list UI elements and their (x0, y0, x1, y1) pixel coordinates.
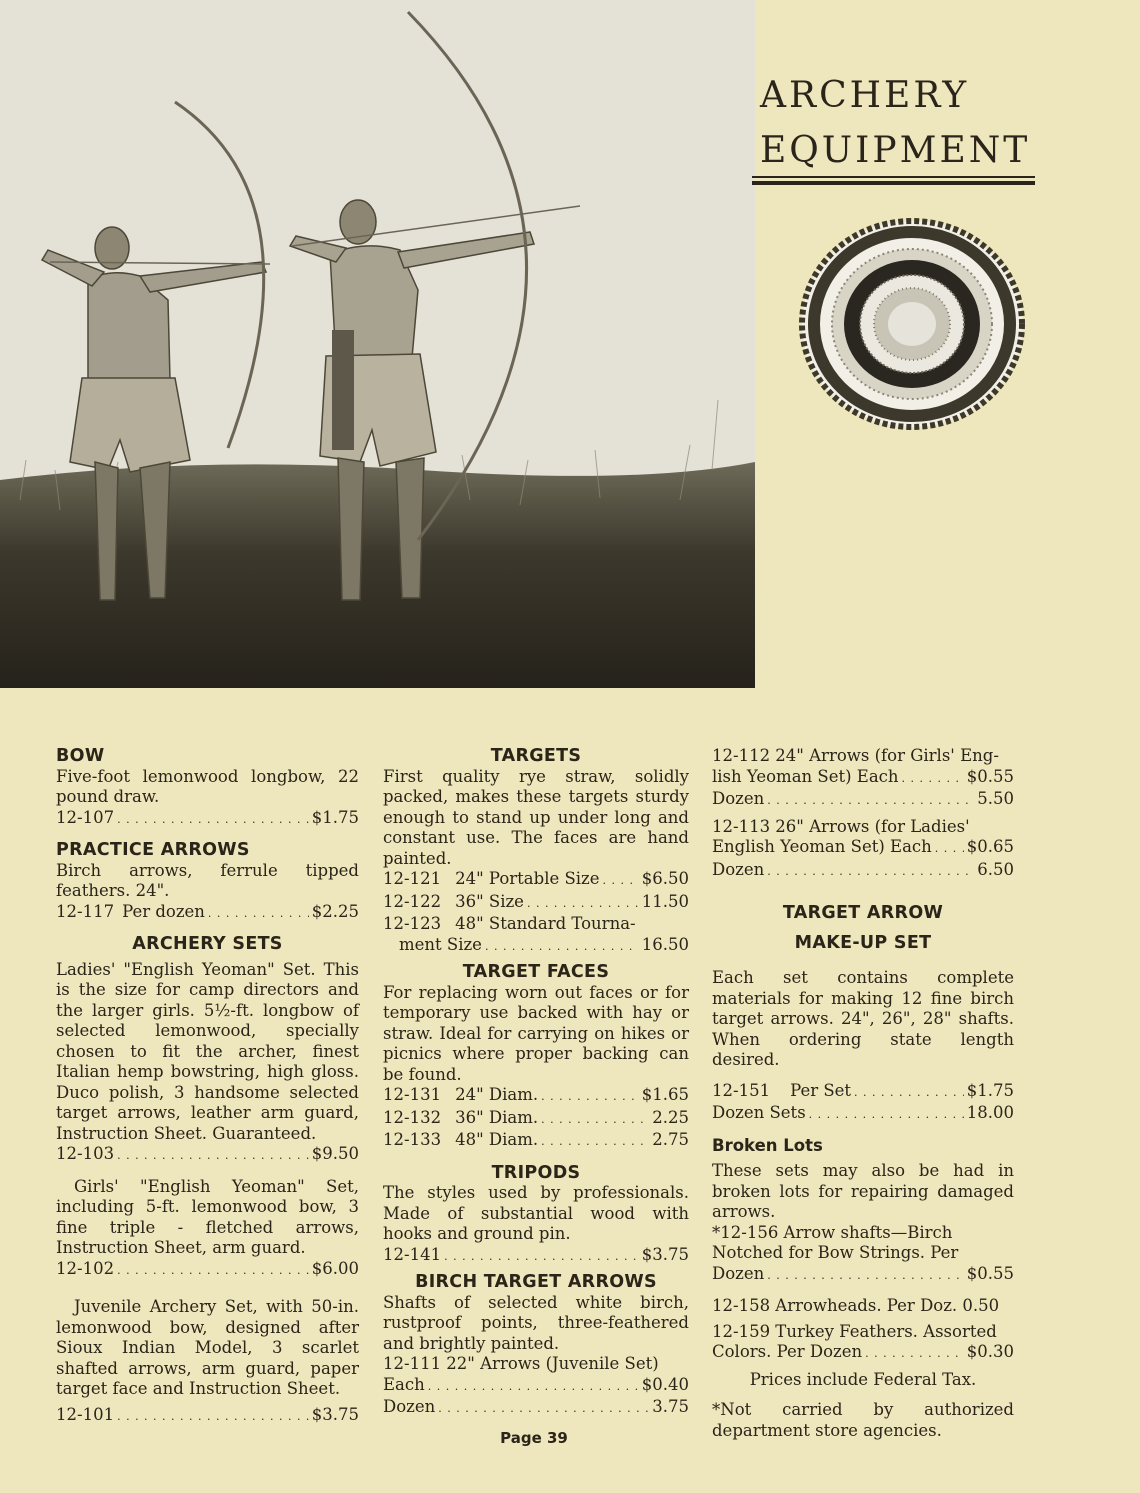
target-price: $6.50 (641, 869, 689, 888)
makeup-set-price: 18.00 (966, 1103, 1014, 1122)
target-face-code: 12-133 (383, 1130, 442, 1149)
target-face-label: 36" Diam. (455, 1107, 539, 1127)
target-label: ment Size (399, 934, 482, 954)
girls-set-description: Girls' "English Yeoman" Set, including 5-ft. lemonwood bow, 3 fine triple - fletched arrows, Instruction Sheet, arm guard. (56, 1176, 359, 1257)
target-label: 36" Size (455, 891, 524, 911)
birch-arrows-item-title: 12-111 22" Arrows (Juvenile Set) (383, 1354, 659, 1373)
leader-dots (865, 1342, 964, 1365)
ladies-set-price: $9.50 (311, 1144, 359, 1163)
arrows-112-dozen-row (712, 789, 1014, 812)
tripod-code: 12-141 (383, 1244, 442, 1264)
item-156-line-2: Notched for Bow Strings. Per (712, 1243, 959, 1262)
leader-dots (541, 1108, 649, 1131)
leader-dots (527, 892, 639, 915)
target-row (383, 892, 689, 915)
archers-photo (0, 0, 755, 688)
arrows-112-each-row (712, 767, 1014, 790)
leader-dots (485, 935, 639, 958)
target-code: 12-123 (383, 914, 442, 933)
item-156-dozen-row (712, 1264, 1014, 1287)
target-price: 11.50 (641, 891, 689, 911)
arrows-113-dozen-price: 6.50 (977, 859, 1014, 879)
title-line-2: EQUIPMENT (760, 130, 1031, 171)
target-row (383, 869, 689, 892)
leader-dots (902, 767, 964, 790)
item-156-line-1: *12-156 Arrow shafts—Birch (712, 1222, 953, 1242)
arrows-113-line-2: English Yeoman Set) Each (712, 837, 932, 856)
arrows-113-each-row (712, 837, 1014, 860)
target-face-price: 2.75 (652, 1130, 689, 1149)
juvenile-set-code: 12-101 (56, 1404, 115, 1424)
broken-lots-heading: Broken Lots (712, 1135, 823, 1155)
tax-note: Prices include Federal Tax. (749, 1369, 977, 1389)
item-159-price: $0.30 (966, 1342, 1014, 1361)
target-code: 12-121 (383, 869, 442, 888)
leader-dots (438, 1397, 649, 1420)
broken-lots-description: These sets may also be had in broken lots for repairing damaged arrows. (712, 1161, 1014, 1221)
makeup-set-description: Each set contains complete materials for making 12 fine birch target arrows. 24", 26", 28" shafts. When ordering state length desired. (712, 968, 1014, 1069)
target-faces-heading: TARGET FACES (462, 962, 610, 982)
girls-set-price-row (56, 1259, 359, 1282)
item-159-line-1: 12-159 Turkey Feathers. Assorted (712, 1321, 997, 1341)
target-face-label: 48" Diam. (455, 1130, 539, 1149)
leader-dots (117, 1144, 309, 1167)
makeup-set-row (712, 1103, 1014, 1126)
leader-dots (208, 902, 309, 925)
leader-dots (854, 1081, 964, 1104)
column-3 (712, 746, 1014, 1441)
leader-dots (809, 1103, 964, 1126)
birch-arrows-each-label: Each (383, 1374, 425, 1394)
girls-set-price: $6.00 (311, 1258, 359, 1278)
ladies-set-description: Ladies' "English Yeoman" Set. This is the size for camp directors and the larger girls. 5½-ft. longbow of selected lemonwood, specially chosen to fit the archer, finest Italian hemp bowstring, high gloss. Duco polish, 3 handsome selected target arrows, leather arm guard, Instruction Sheet. Guaranteed. (56, 959, 359, 1143)
item-159-line-2: Colors. Per Dozen (712, 1342, 863, 1361)
juvenile-set-price-row (56, 1405, 359, 1428)
bow-price: $1.75 (311, 807, 359, 827)
leader-dots (767, 860, 974, 883)
practice-arrows-code: 12-117 (56, 901, 115, 921)
leader-dots (767, 789, 974, 812)
target-face-label: 24" Diam. (455, 1085, 539, 1104)
arrows-112-line-1: 12-112 24" Arrows (for Girls' Eng- (712, 746, 999, 765)
birch-arrows-each-row (383, 1375, 689, 1398)
title-line-1: ARCHERY (760, 75, 970, 116)
leader-dots (603, 869, 639, 892)
practice-arrows-heading: PRACTICE ARROWS (56, 840, 250, 860)
arrows-112-dozen-label: Dozen (712, 789, 765, 808)
arrows-113-each-price: $0.65 (966, 837, 1014, 856)
leader-dots (767, 1264, 964, 1287)
targets-heading: TARGETS (490, 746, 582, 766)
title-rule (752, 176, 1035, 185)
makeup-set-heading-1: TARGET ARROW (782, 903, 944, 923)
makeup-set-code: 12-151 (712, 1080, 771, 1100)
makeup-set-price: $1.75 (966, 1080, 1014, 1100)
archery-sets-heading: ARCHERY SETS (132, 934, 283, 954)
tripods-description: The styles used by professionals. Made of substantial wood with hooks and ground pin. (383, 1183, 689, 1243)
target-face-row (383, 1108, 689, 1131)
tripod-price: $3.75 (641, 1244, 689, 1264)
practice-arrows-label: Per dozen (122, 901, 205, 921)
target-face-row (383, 1085, 689, 1108)
leader-dots (935, 837, 964, 860)
makeup-set-heading-2: MAKE-UP SET (794, 933, 932, 953)
makeup-set-label: Dozen Sets (712, 1103, 806, 1122)
target-price: 16.50 (641, 934, 689, 954)
leader-dots (541, 1130, 649, 1153)
target-label: 48" Standard Tourna- (455, 914, 636, 933)
birch-arrows-each-price: $0.40 (641, 1374, 689, 1394)
ladies-set-price-row (56, 1144, 359, 1167)
page-number: Page 39 (500, 1429, 568, 1447)
arrows-113-line-1: 12-113 26" Arrows (for Ladies' (712, 816, 970, 836)
target-face-illustration (798, 218, 1026, 430)
bow-price-row (56, 808, 359, 831)
birch-arrows-description: Shafts of selected white birch, rustproof points, three-feathered and brightly painted. (383, 1292, 689, 1353)
leader-dots (541, 1085, 639, 1108)
target-face-code: 12-131 (383, 1085, 442, 1104)
leader-dots (428, 1375, 639, 1398)
practice-arrows-price-row (56, 902, 359, 925)
leader-dots (117, 808, 309, 831)
target-face-code: 12-132 (383, 1107, 442, 1127)
arrows-112-line-2: lish Yeoman Set) Each (712, 766, 899, 786)
column-2 (383, 746, 689, 1420)
birch-arrows-heading: BIRCH TARGET ARROWS (415, 1272, 657, 1292)
target-label: 24" Portable Size (455, 869, 600, 888)
page-title (760, 68, 1030, 178)
column-1 (56, 746, 359, 1427)
ladies-set-code: 12-103 (56, 1144, 115, 1163)
target-face-row (383, 1130, 689, 1153)
birch-arrows-dozen-label: Dozen (383, 1397, 436, 1416)
makeup-set-row (712, 1081, 1014, 1104)
arrows-113-dozen-label: Dozen (712, 859, 765, 879)
bow-description (56, 767, 359, 808)
practice-arrows-price: $2.25 (311, 901, 359, 921)
practice-arrows-description: Birch arrows, ferrule tipped feathers. 24". (56, 860, 359, 900)
makeup-set-label: Per Set (790, 1080, 852, 1100)
target-code: 12-122 (383, 891, 442, 911)
item-158: 12-158 Arrowheads. Per Doz. 0.50 (712, 1296, 1000, 1315)
target-row (383, 914, 689, 935)
bow-code: 12-107 (56, 807, 115, 827)
birch-arrows-dozen-row (383, 1397, 689, 1420)
target-faces-description: For replacing worn out faces or for temporary use backed with hay or straw. Ideal for carrying on hikes or picnics where proper backing can be found. (383, 982, 689, 1084)
girls-set-code: 12-102 (56, 1258, 115, 1278)
arrows-112-each-price: $0.55 (966, 766, 1014, 786)
item-159-row (712, 1342, 1014, 1365)
footnote: *Not carried by authorized department store agencies. (712, 1400, 1014, 1440)
bow-heading: BOW (56, 746, 105, 766)
leader-dots (117, 1405, 309, 1428)
tripods-heading: TRIPODS (491, 1162, 581, 1183)
juvenile-set-description: Juvenile Archery Set, with 50-in. lemonwood bow, designed after Sioux Indian Model, 3 scarlet shafted arrows, arm guard, paper target face and Instruction Sheet. (56, 1297, 359, 1398)
target-row-continued (383, 935, 689, 958)
target-face-price: 2.25 (652, 1107, 689, 1127)
leader-dots (444, 1245, 639, 1268)
targets-description: First quality rye straw, solidly packed, makes these targets sturdy enough to stand up under long and constant use. The faces are hand painted. (383, 766, 689, 868)
bow-text: Five-foot lemonwood longbow, 22 pound draw. (56, 766, 359, 806)
arrows-112-dozen-price: 5.50 (977, 789, 1014, 808)
arrows-113-dozen-row (712, 860, 1014, 883)
tripod-price-row (383, 1245, 689, 1268)
juvenile-set-price: $3.75 (311, 1404, 359, 1424)
birch-arrows-dozen-price: 3.75 (652, 1397, 689, 1416)
leader-dots (117, 1259, 309, 1282)
item-156-dozen-label: Dozen (712, 1263, 765, 1283)
item-156-price: $0.55 (966, 1263, 1014, 1283)
target-face-price: $1.65 (641, 1085, 689, 1104)
